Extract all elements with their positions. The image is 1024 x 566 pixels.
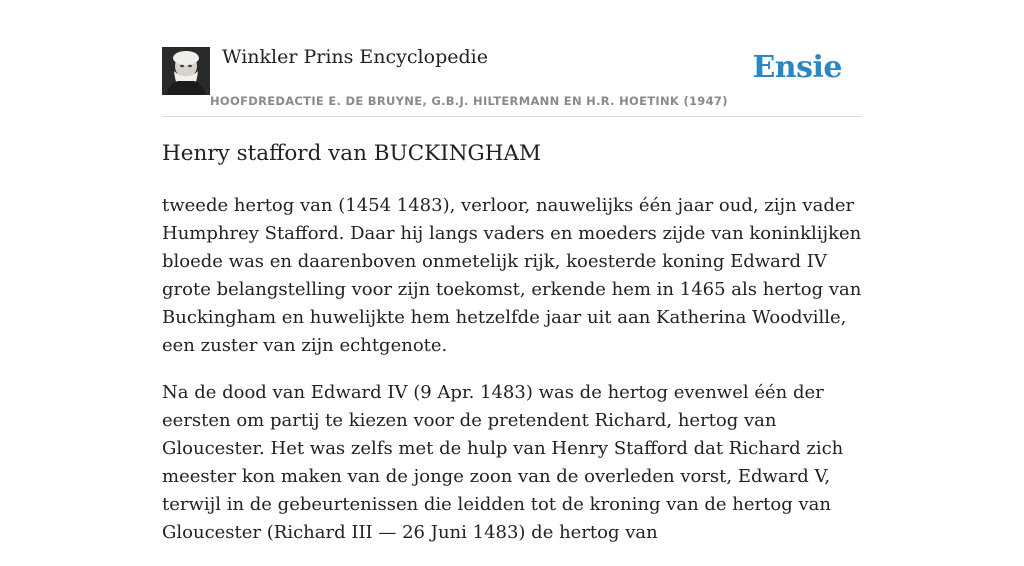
editors-line: HOOFDREDACTIE E. DE BRUYNE, G.B.J. HILTERMANN EN H.R. HOETINK (1947) [210, 94, 728, 108]
portrait-icon [162, 47, 210, 95]
article-body [162, 192, 862, 566]
brand-logo-link[interactable]: Ensie [752, 50, 842, 85]
article-paragraph-1: tweede hertog van (1454 1483), verloor, nauwelijks één jaar oud, zijn vader Humphrey Stafford. Daar hij langs vaders en moeders zijde van koninklijken bloede was en daarenboven onmetelijk rijk, koesterde koning Edward IV grote belangstelling voor zijn toekomst, erkende hem in 1465 als hertog van Buckingham en huwelijkte hem hetzelfde jaar uit aan Katherina Woodville, een zuster van zijn echtgenote. [162, 195, 862, 356]
header [162, 0, 862, 117]
content-container [162, 0, 862, 543]
author-avatar[interactable] [162, 47, 210, 95]
article-title: Henry stafford van BUCKINGHAM [162, 141, 542, 166]
article-paragraph-2: Na de dood van Edward IV (9 Apr. 1483) was de hertog evenwel één der eersten om partij te kiezen voor de pretendent Richard, hertog van Gloucester. Het was zelfs met de hulp van Henry Stafford dat Richard zich meester kon maken van de jonge zoon van de overleden vorst, Edward V, terwijl in de gebeurtenissen die leidden tot de kroning van de hertog van Gloucester (Richard III — 26 Juni 1483) de hertog van [162, 382, 844, 543]
publication-title[interactable]: Winkler Prins Encyclopedie [222, 46, 488, 68]
